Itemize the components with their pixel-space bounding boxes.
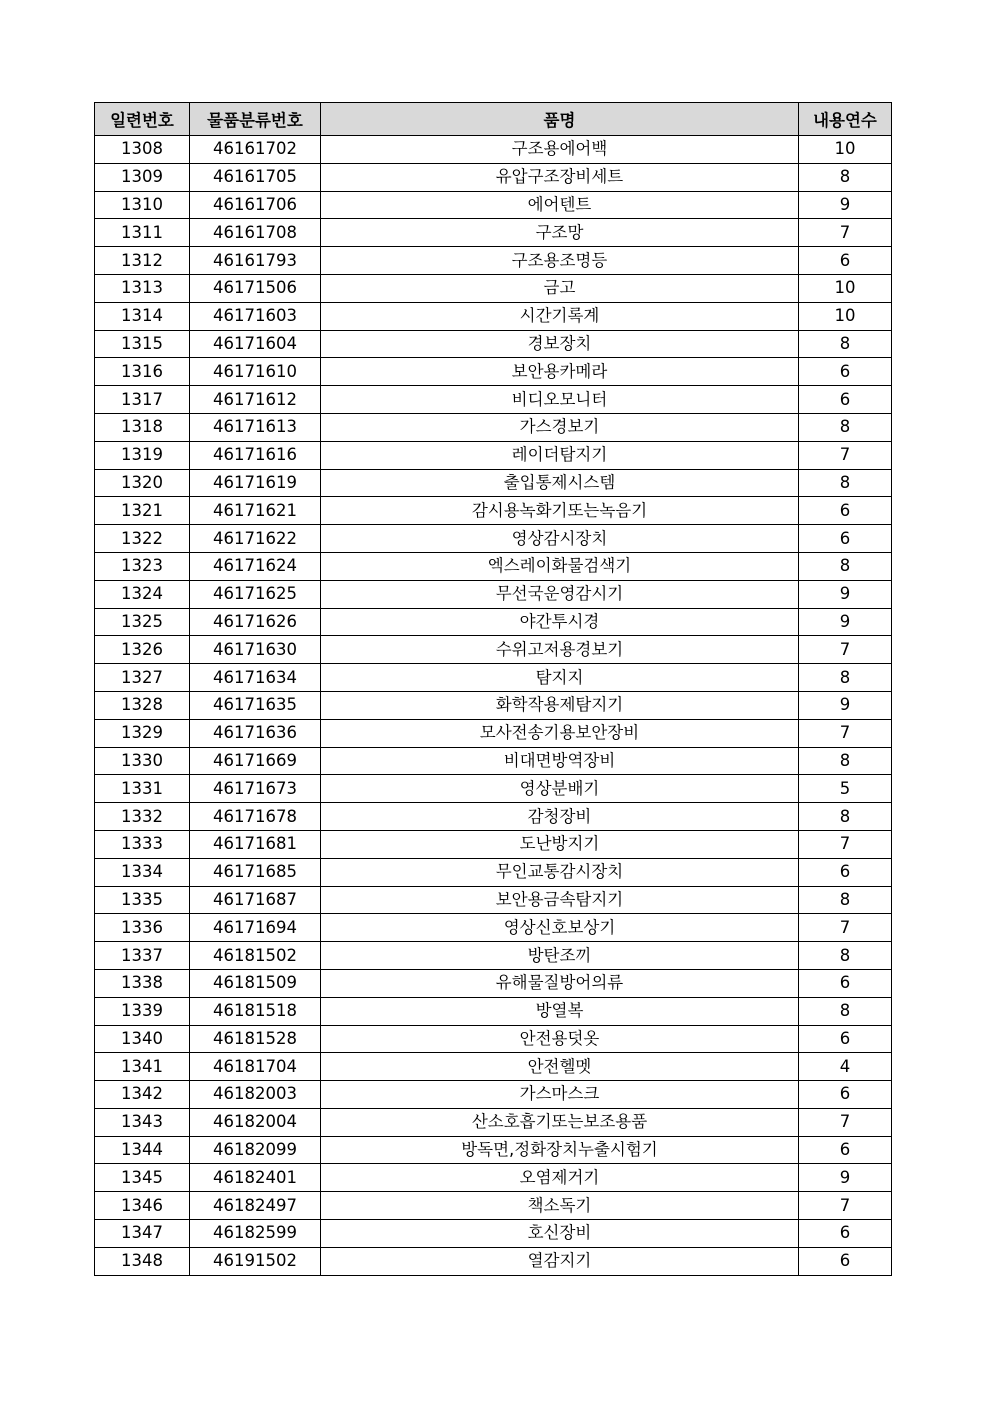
- table-row: [95, 525, 892, 553]
- cell-serial-number: 1313: [95, 274, 190, 302]
- cell-item-name: 경보장치: [321, 330, 799, 358]
- cell-classification-number: 46171612: [190, 386, 321, 414]
- cell-classification-number: 46171616: [190, 441, 321, 469]
- cell-classification-number: 46161793: [190, 247, 321, 275]
- cell-classification-number: 46181509: [190, 969, 321, 997]
- cell-useful-life: 8: [799, 942, 892, 970]
- cell-useful-life: 8: [799, 469, 892, 497]
- table-row: [95, 1108, 892, 1136]
- cell-serial-number: 1322: [95, 525, 190, 553]
- cell-serial-number: 1344: [95, 1136, 190, 1164]
- table-row: [95, 608, 892, 636]
- table-row: [95, 552, 892, 580]
- cell-useful-life: 9: [799, 191, 892, 219]
- cell-serial-number: 1315: [95, 330, 190, 358]
- cell-item-name: 영상감시장치: [321, 525, 799, 553]
- cell-item-name: 모사전송기용보안장비: [321, 719, 799, 747]
- cell-item-name: 유해물질방어의류: [321, 969, 799, 997]
- cell-item-name: 열감지기: [321, 1247, 799, 1275]
- header-useful-life: 내용연수: [799, 103, 892, 136]
- cell-useful-life: 10: [799, 274, 892, 302]
- cell-serial-number: 1335: [95, 886, 190, 914]
- cell-item-name: 탐지지: [321, 664, 799, 692]
- cell-serial-number: 1324: [95, 580, 190, 608]
- cell-serial-number: 1336: [95, 914, 190, 942]
- cell-item-name: 비대면방역장비: [321, 747, 799, 775]
- cell-classification-number: 46161705: [190, 163, 321, 191]
- cell-serial-number: 1328: [95, 691, 190, 719]
- cell-item-name: 감시용녹화기또는녹음기: [321, 497, 799, 525]
- cell-classification-number: 46161708: [190, 219, 321, 247]
- cell-classification-number: 46171610: [190, 358, 321, 386]
- cell-classification-number: 46171635: [190, 691, 321, 719]
- cell-classification-number: 46171604: [190, 330, 321, 358]
- cell-useful-life: 6: [799, 525, 892, 553]
- table-row: [95, 886, 892, 914]
- table-row: [95, 1247, 892, 1275]
- cell-item-name: 화학작용제탐지기: [321, 691, 799, 719]
- cell-classification-number: 46171669: [190, 747, 321, 775]
- cell-item-name: 산소호흡기또는보조용품: [321, 1108, 799, 1136]
- cell-classification-number: 46171603: [190, 302, 321, 330]
- cell-useful-life: 7: [799, 914, 892, 942]
- table-row: [95, 1192, 892, 1220]
- cell-item-name: 구조용에어백: [321, 136, 799, 164]
- cell-classification-number: 46181704: [190, 1053, 321, 1081]
- cell-serial-number: 1342: [95, 1081, 190, 1109]
- table-body: [95, 136, 892, 1276]
- cell-useful-life: 6: [799, 969, 892, 997]
- cell-item-name: 보안용카메라: [321, 358, 799, 386]
- cell-useful-life: 9: [799, 1164, 892, 1192]
- cell-item-name: 시간기록계: [321, 302, 799, 330]
- cell-serial-number: 1338: [95, 969, 190, 997]
- cell-classification-number: 46171625: [190, 580, 321, 608]
- cell-item-name: 구조용조명등: [321, 247, 799, 275]
- cell-item-name: 야간투시경: [321, 608, 799, 636]
- cell-item-name: 안전헬멧: [321, 1053, 799, 1081]
- table-row: [95, 247, 892, 275]
- table-row: [95, 830, 892, 858]
- cell-item-name: 가스마스크: [321, 1081, 799, 1109]
- cell-useful-life: 6: [799, 358, 892, 386]
- cell-classification-number: 46182099: [190, 1136, 321, 1164]
- cell-serial-number: 1310: [95, 191, 190, 219]
- table-row: [95, 219, 892, 247]
- cell-serial-number: 1312: [95, 247, 190, 275]
- cell-serial-number: 1308: [95, 136, 190, 164]
- table-row: [95, 691, 892, 719]
- cell-useful-life: 7: [799, 219, 892, 247]
- cell-item-name: 오염제거기: [321, 1164, 799, 1192]
- cell-classification-number: 46171622: [190, 525, 321, 553]
- cell-item-name: 도난방지기: [321, 830, 799, 858]
- cell-classification-number: 46182003: [190, 1081, 321, 1109]
- cell-classification-number: 46171626: [190, 608, 321, 636]
- cell-useful-life: 10: [799, 136, 892, 164]
- cell-useful-life: 9: [799, 580, 892, 608]
- cell-serial-number: 1311: [95, 219, 190, 247]
- cell-classification-number: 46171613: [190, 413, 321, 441]
- cell-classification-number: 46181518: [190, 997, 321, 1025]
- cell-useful-life: 8: [799, 413, 892, 441]
- cell-useful-life: 6: [799, 1025, 892, 1053]
- cell-item-name: 출입통제시스템: [321, 469, 799, 497]
- table-row: [95, 302, 892, 330]
- cell-useful-life: 6: [799, 1081, 892, 1109]
- table-row: [95, 1220, 892, 1248]
- table-row: [95, 469, 892, 497]
- cell-item-name: 에어텐트: [321, 191, 799, 219]
- cell-serial-number: 1323: [95, 552, 190, 580]
- cell-useful-life: 7: [799, 1108, 892, 1136]
- cell-classification-number: 46171630: [190, 636, 321, 664]
- cell-serial-number: 1330: [95, 747, 190, 775]
- cell-classification-number: 46171681: [190, 830, 321, 858]
- cell-serial-number: 1309: [95, 163, 190, 191]
- table-row: [95, 330, 892, 358]
- table-row: [95, 1053, 892, 1081]
- table-row: [95, 274, 892, 302]
- cell-serial-number: 1320: [95, 469, 190, 497]
- cell-item-name: 구조망: [321, 219, 799, 247]
- cell-useful-life: 8: [799, 997, 892, 1025]
- cell-classification-number: 46171687: [190, 886, 321, 914]
- cell-useful-life: 6: [799, 386, 892, 414]
- header-row: [95, 103, 892, 136]
- table-row: [95, 969, 892, 997]
- cell-item-name: 무인교통감시장치: [321, 858, 799, 886]
- table-row: [95, 636, 892, 664]
- cell-serial-number: 1347: [95, 1220, 190, 1248]
- table-row: [95, 803, 892, 831]
- equipment-lifespan-table: [94, 102, 892, 1276]
- cell-serial-number: 1340: [95, 1025, 190, 1053]
- table-row: [95, 775, 892, 803]
- table-row: [95, 747, 892, 775]
- table-row: [95, 358, 892, 386]
- cell-item-name: 보안용금속탐지기: [321, 886, 799, 914]
- cell-item-name: 방탄조끼: [321, 942, 799, 970]
- cell-item-name: 수위고저용경보기: [321, 636, 799, 664]
- cell-item-name: 방열복: [321, 997, 799, 1025]
- cell-item-name: 안전용덧옷: [321, 1025, 799, 1053]
- cell-item-name: 유압구조장비세트: [321, 163, 799, 191]
- cell-item-name: 금고: [321, 274, 799, 302]
- header-serial-number: 일련번호: [95, 103, 190, 136]
- cell-useful-life: 8: [799, 330, 892, 358]
- table-row: [95, 580, 892, 608]
- cell-classification-number: 46171634: [190, 664, 321, 692]
- cell-serial-number: 1346: [95, 1192, 190, 1220]
- cell-serial-number: 1341: [95, 1053, 190, 1081]
- cell-serial-number: 1348: [95, 1247, 190, 1275]
- header-item-name: 품명: [321, 103, 799, 136]
- cell-classification-number: 46182599: [190, 1220, 321, 1248]
- cell-serial-number: 1317: [95, 386, 190, 414]
- cell-useful-life: 10: [799, 302, 892, 330]
- cell-item-name: 비디오모니터: [321, 386, 799, 414]
- cell-useful-life: 6: [799, 1220, 892, 1248]
- cell-useful-life: 7: [799, 719, 892, 747]
- table-row: [95, 942, 892, 970]
- table-row: [95, 441, 892, 469]
- table-row: [95, 386, 892, 414]
- cell-serial-number: 1345: [95, 1164, 190, 1192]
- cell-item-name: 감청장비: [321, 803, 799, 831]
- cell-useful-life: 4: [799, 1053, 892, 1081]
- cell-item-name: 영상신호보상기: [321, 914, 799, 942]
- cell-useful-life: 9: [799, 691, 892, 719]
- cell-classification-number: 46171673: [190, 775, 321, 803]
- cell-useful-life: 6: [799, 858, 892, 886]
- cell-classification-number: 46182497: [190, 1192, 321, 1220]
- cell-serial-number: 1319: [95, 441, 190, 469]
- cell-serial-number: 1316: [95, 358, 190, 386]
- cell-serial-number: 1331: [95, 775, 190, 803]
- table-row: [95, 497, 892, 525]
- cell-classification-number: 46191502: [190, 1247, 321, 1275]
- cell-classification-number: 46161702: [190, 136, 321, 164]
- cell-useful-life: 6: [799, 247, 892, 275]
- cell-serial-number: 1326: [95, 636, 190, 664]
- cell-classification-number: 46171619: [190, 469, 321, 497]
- cell-item-name: 영상분배기: [321, 775, 799, 803]
- table-row: [95, 1164, 892, 1192]
- cell-useful-life: 8: [799, 886, 892, 914]
- cell-useful-life: 8: [799, 552, 892, 580]
- cell-serial-number: 1318: [95, 413, 190, 441]
- cell-item-name: 무선국운영감시기: [321, 580, 799, 608]
- cell-item-name: 가스경보기: [321, 413, 799, 441]
- cell-useful-life: 5: [799, 775, 892, 803]
- cell-serial-number: 1343: [95, 1108, 190, 1136]
- cell-serial-number: 1321: [95, 497, 190, 525]
- cell-useful-life: 7: [799, 636, 892, 664]
- cell-item-name: 방독면,정화장치누출시험기: [321, 1136, 799, 1164]
- cell-serial-number: 1332: [95, 803, 190, 831]
- cell-serial-number: 1339: [95, 997, 190, 1025]
- cell-classification-number: 46171636: [190, 719, 321, 747]
- cell-serial-number: 1314: [95, 302, 190, 330]
- table-row: [95, 413, 892, 441]
- cell-useful-life: 6: [799, 1247, 892, 1275]
- cell-useful-life: 7: [799, 1192, 892, 1220]
- cell-serial-number: 1325: [95, 608, 190, 636]
- cell-classification-number: 46171506: [190, 274, 321, 302]
- table-row: [95, 1136, 892, 1164]
- table-row: [95, 191, 892, 219]
- cell-useful-life: 9: [799, 608, 892, 636]
- table-row: [95, 1081, 892, 1109]
- table-row: [95, 997, 892, 1025]
- cell-useful-life: 8: [799, 163, 892, 191]
- cell-classification-number: 46171678: [190, 803, 321, 831]
- cell-classification-number: 46182401: [190, 1164, 321, 1192]
- cell-classification-number: 46171685: [190, 858, 321, 886]
- cell-classification-number: 46161706: [190, 191, 321, 219]
- table-row: [95, 719, 892, 747]
- cell-serial-number: 1334: [95, 858, 190, 886]
- cell-serial-number: 1327: [95, 664, 190, 692]
- cell-item-name: 책소독기: [321, 1192, 799, 1220]
- header-classification-number: 물품분류번호: [190, 103, 321, 136]
- table-row: [95, 858, 892, 886]
- cell-item-name: 엑스레이화물검색기: [321, 552, 799, 580]
- table-row: [95, 664, 892, 692]
- table-row: [95, 163, 892, 191]
- table-row: [95, 914, 892, 942]
- cell-serial-number: 1333: [95, 830, 190, 858]
- cell-useful-life: 6: [799, 1136, 892, 1164]
- cell-classification-number: 46182004: [190, 1108, 321, 1136]
- cell-useful-life: 7: [799, 441, 892, 469]
- cell-useful-life: 8: [799, 803, 892, 831]
- cell-serial-number: 1329: [95, 719, 190, 747]
- cell-useful-life: 7: [799, 830, 892, 858]
- cell-classification-number: 46171621: [190, 497, 321, 525]
- table-row: [95, 1025, 892, 1053]
- cell-classification-number: 46171694: [190, 914, 321, 942]
- cell-classification-number: 46181502: [190, 942, 321, 970]
- table-header: [95, 103, 892, 136]
- cell-classification-number: 46181528: [190, 1025, 321, 1053]
- cell-useful-life: 8: [799, 664, 892, 692]
- cell-useful-life: 8: [799, 747, 892, 775]
- cell-serial-number: 1337: [95, 942, 190, 970]
- cell-useful-life: 6: [799, 497, 892, 525]
- equipment-lifespan-table-container: [94, 102, 891, 1276]
- cell-classification-number: 46171624: [190, 552, 321, 580]
- table-row: [95, 136, 892, 164]
- cell-item-name: 호신장비: [321, 1220, 799, 1248]
- cell-item-name: 레이더탐지기: [321, 441, 799, 469]
